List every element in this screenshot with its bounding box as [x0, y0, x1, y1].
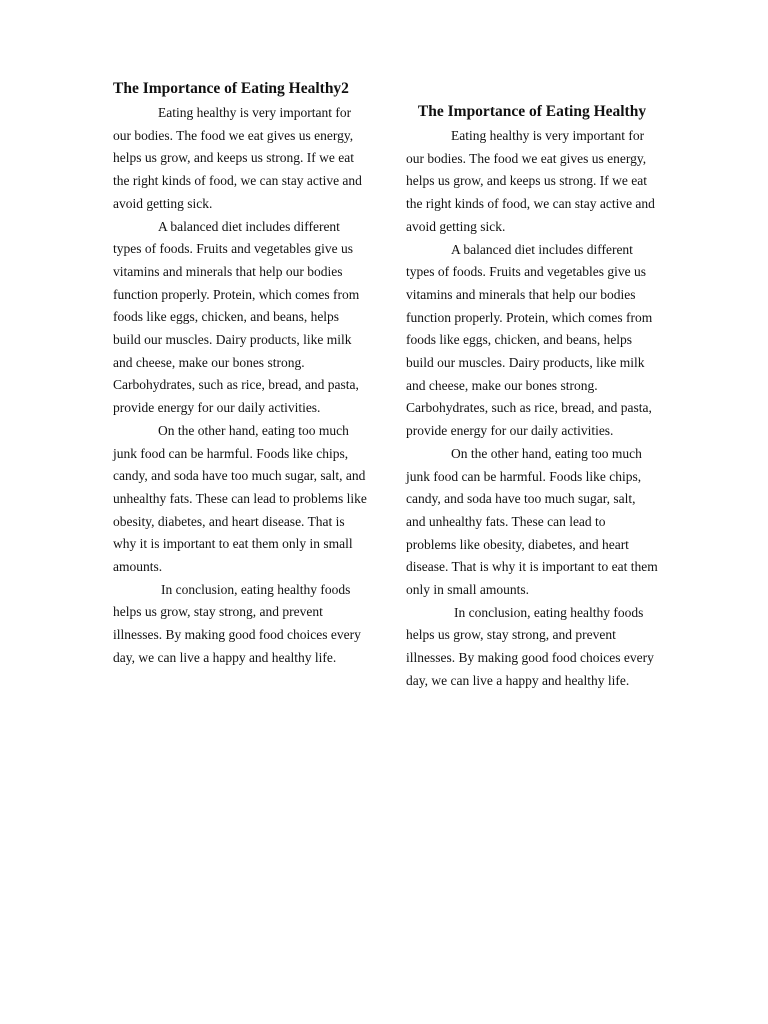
right-paragraph-3: On the other hand, eating too much junk food can be harmful. Foods like chips, candy, and soda have too much sugar, salt, and unhealthy fats. These can lead to problems like obesity, diabetes, and heart disease. That is why it is important to eat them only in small amounts.	[406, 445, 658, 598]
left-paragraph-2: A balanced diet includes different types of foods. Fruits and vegetables give us vitamins and minerals that help our bodies function properly. Protein, which comes from foods like eggs, chicken, and beans, helps build our muscles. Dairy products, like milk and cheese, make our bones strong. Carbohydrates, such as rice, bread, and pasta, provide energy for our daily activities.	[113, 218, 360, 416]
left-paragraph-1: Eating healthy is very important for our bodies. The food we eat gives us energy, helps us grow, and keeps us strong. If we eat the right kinds of food, we can stay active and avoid getting sick.	[113, 105, 362, 211]
right-paragraph-2: A balanced diet includes different types of foods. Fruits and vegetables give us vitamins and minerals that help our bodies function properly. Protein, which comes from foods like eggs, chicken, and beans, helps build our muscles. Dairy products, like milk and cheese, make our bones strong. Carbohydrates, such as rice, bread, and pasta, provide energy for our daily activities.	[406, 241, 653, 439]
right-column	[406, 99, 658, 693]
left-paragraph-3: On the other hand, eating too much junk food can be harmful. Foods like chips, candy, and soda have too much sugar, salt, and unhealthy fats. These can lead to problems like obesity, diabetes, and heart disease. That is why it is important to eat them only in small amounts.	[113, 422, 367, 575]
left-title: The Importance of Eating Healthy2	[113, 80, 349, 97]
left-column	[113, 76, 367, 670]
left-paragraph-4: In conclusion, eating healthy foods helps us grow, stay strong, and prevent illnesses. By making good food choices every day, we can live a happy and healthy life.	[113, 581, 361, 665]
right-paragraph-4: In conclusion, eating healthy foods helps us grow, stay strong, and prevent illnesses. By making good food choices every day, we can live a happy and healthy life.	[406, 604, 654, 688]
right-paragraph-1: Eating healthy is very important for our bodies. The food we eat gives us energy, helps us grow, and keeps us strong. If we eat the right kinds of food, we can stay active and avoid getting sick.	[406, 128, 655, 234]
right-title: The Importance of Eating Healthy	[417, 103, 647, 120]
